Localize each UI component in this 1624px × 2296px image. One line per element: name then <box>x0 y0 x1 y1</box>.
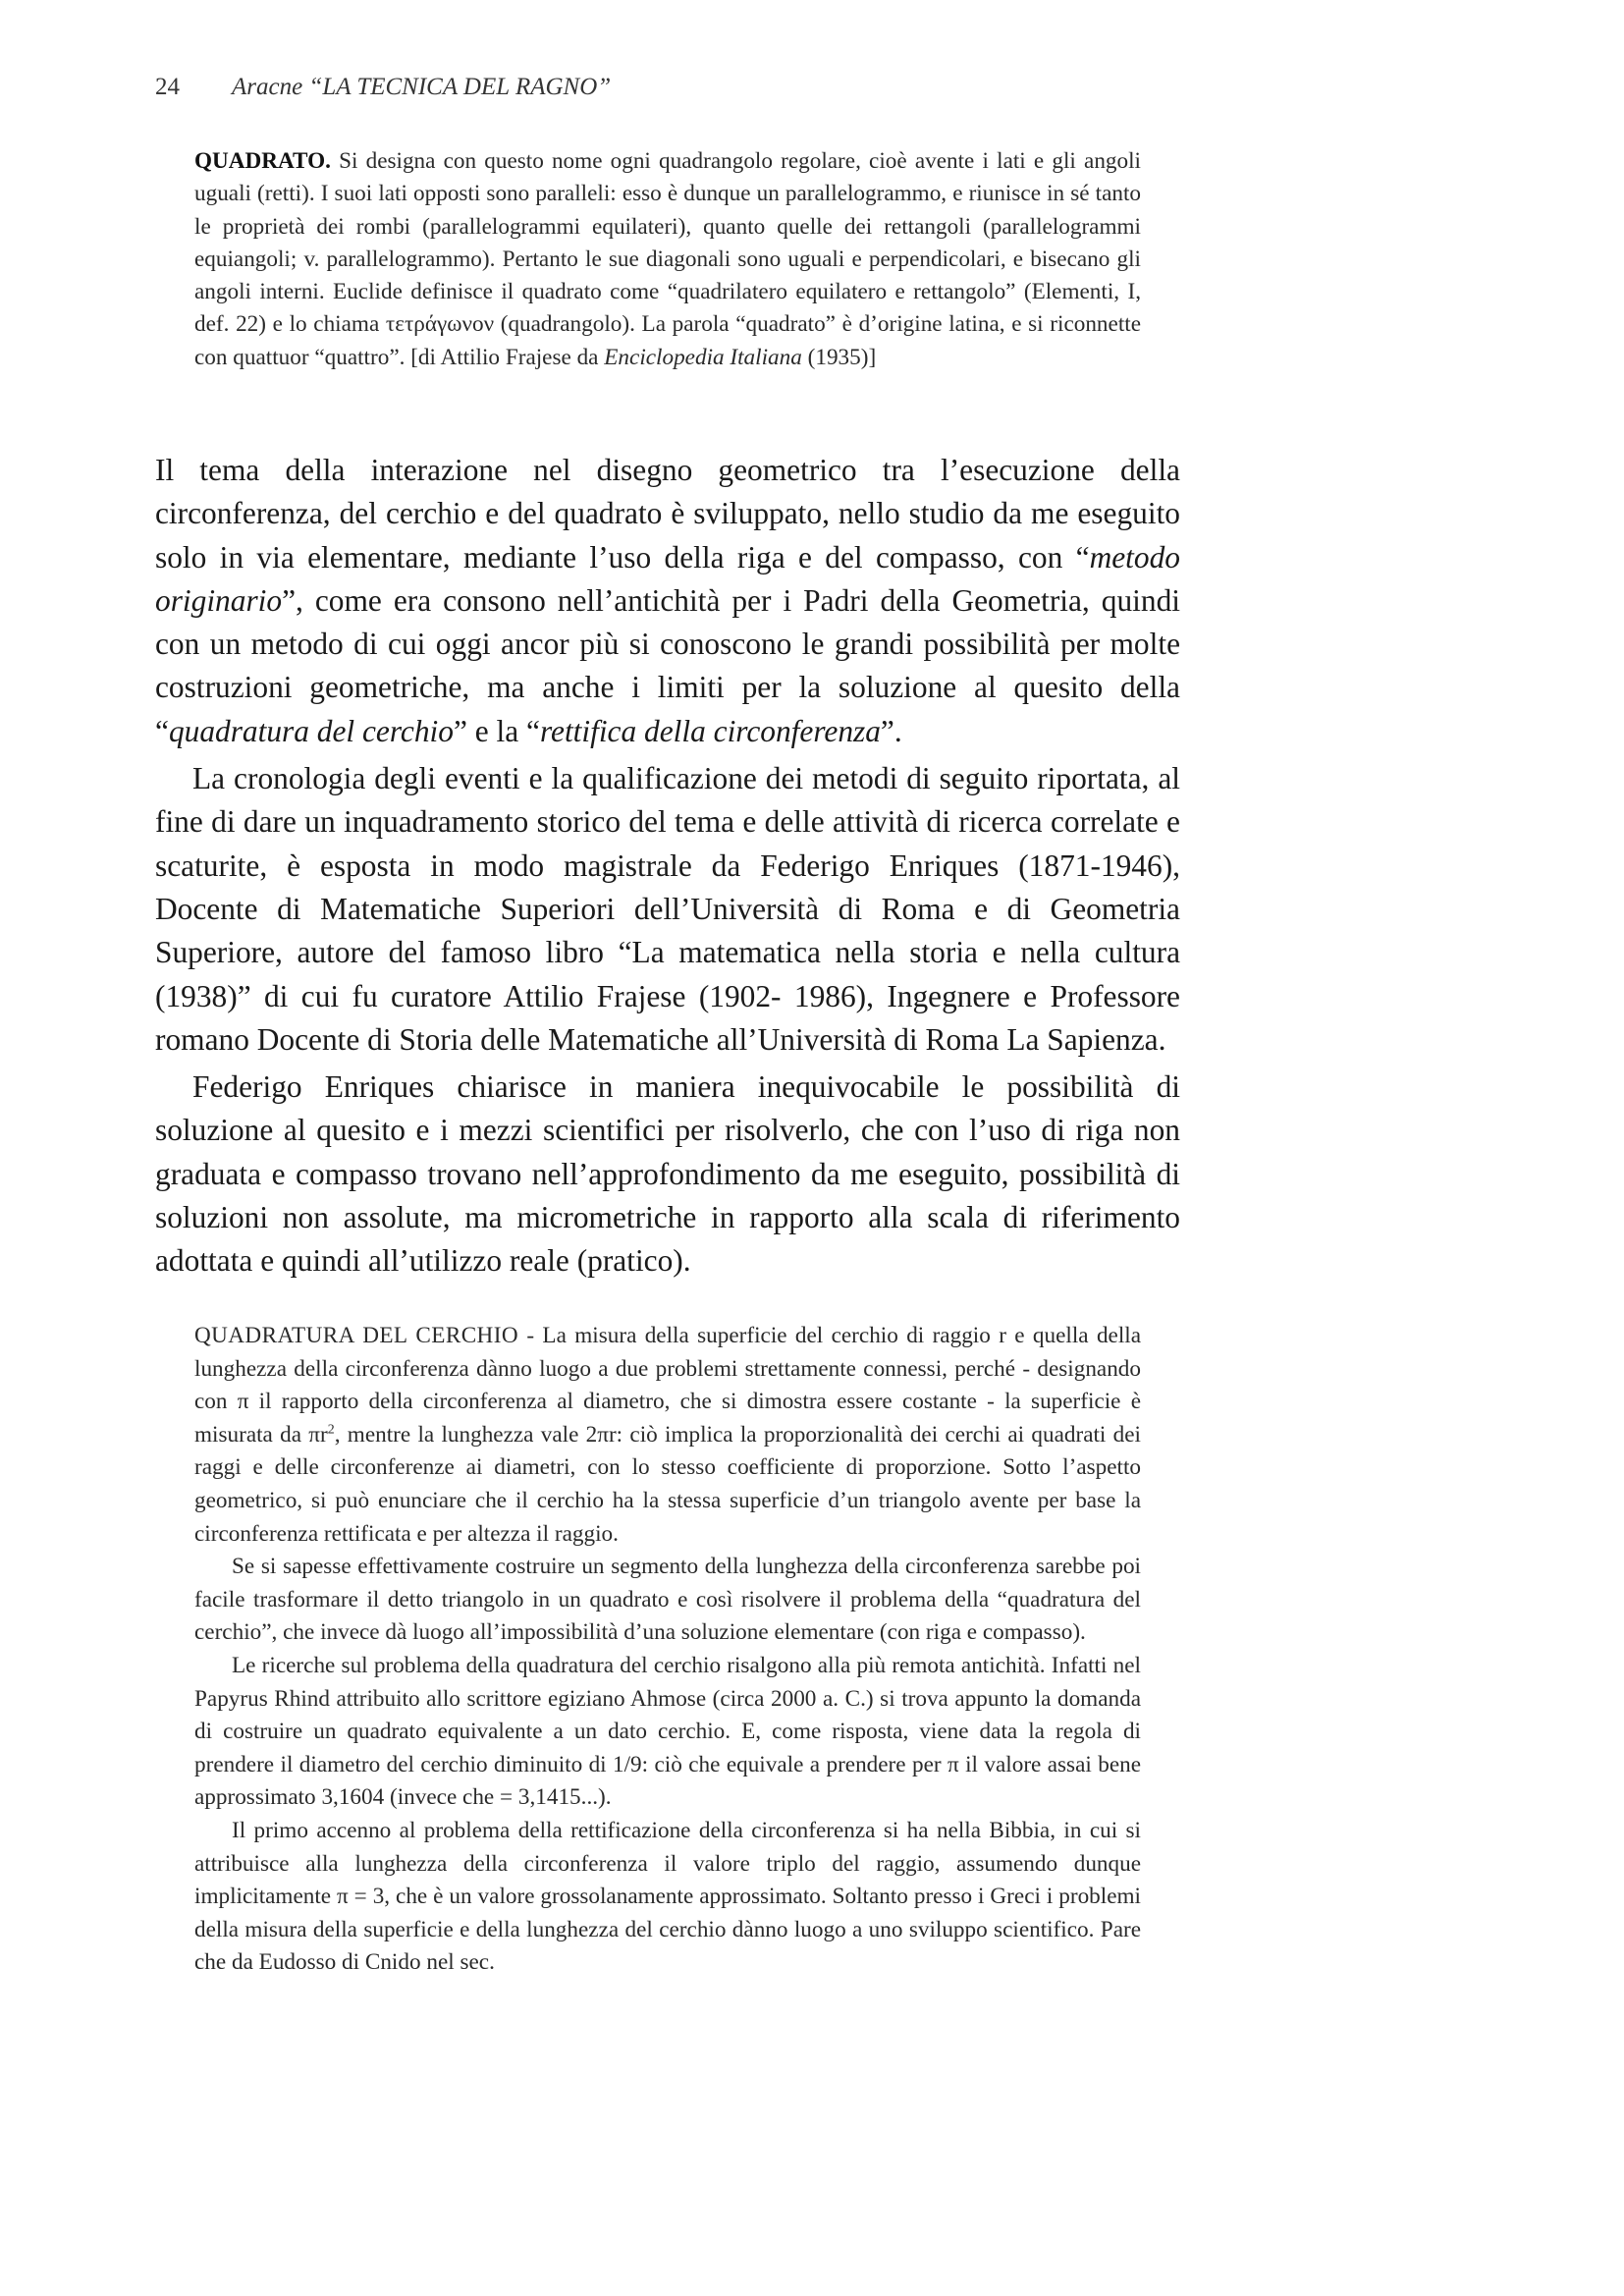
body-p1-em-metodo: metodo originario <box>155 539 1180 618</box>
quote-quadrato-paragraph <box>194 145 1141 374</box>
quote-quadratura <box>194 1320 1141 1980</box>
body-paragraph-2: La cronologia degli eventi e la qualificazione dei metodi di seguito riportata, al fine di dare un inquadramento storico del tema e delle attività di ricerca correlate e scaturite, è esposta in modo magistrale da Federigo Enriques (1871-1946), Docente di Matematiche Superiori dell’Università di Roma e di Geometria Superiore, autore del famoso libro “La matematica nella storia e nella cultura (1938)” di cui fu curatore Attilio Frajese (1902- 1986), Ingegnere e Professore romano Docente di Storia delle Matematiche all’Università di Roma La Sapienza. <box>155 761 1180 1057</box>
quote-quadratura-p1-a: - La misura della superficie del cerchio di raggio r e quella della lunghezza della circonferenza dànno luogo a due problemi strettamente connessi, perché - designando con π il rapporto della circonferenza al diametro, che si dimostra essere costante - la superficie è misurata da πr <box>194 1323 1142 1448</box>
running-title: Aracne “LA TECNICA DEL RAGNO” <box>232 74 612 100</box>
body-p1-a: Il tema della interazione nel disegno geometrico tra l’esecuzione della circonferenza, del cerchio e del quadrato è sviluppato, nello studio da me eseguito solo in via elementare, mediante l’uso della riga e del compasso, con “ <box>155 453 1180 574</box>
body-p1-b: ”, come era consono nell’antichità per i Padri della Geometria, quindi con un metodo di cui oggi ancor più si conoscono le grandi possibilità per molte costruzioni geometriche, ma anche i limiti per la soluzione al quesito della “ <box>155 582 1180 748</box>
term-quadratura: QUADRATURA DEL CERCHIO <box>194 1323 518 1348</box>
body-paragraph-3: Federigo Enriques chiarisce in maniera inequivocabile le possibilità di soluzione al quesito e i mezzi scientifici per risolverlo, che con l’uso di riga non graduata e compasso trovano nell’approfondimento da me eseguito, possibilità di soluzioni non assolute, ma micrometriche in rapporto alla scala di riferimento adottata e quindi all’utilizzo reale (pratico). <box>155 1069 1180 1279</box>
body-p1-em-quadratura: quadratura del cerchio <box>168 713 454 748</box>
quote-quadratura-paragraph-2: Se si sapesse effettivamente costruire un segmento della lunghezza della circonferenza sarebbe poi facile trasformare il detto triangolo in un quadrato e così risolvere il problema della “quadratura del cerchio”, che invece dà luogo all’impossibilità d’una soluzione elementare (con riga e compasso). <box>194 1554 1141 1646</box>
quote-quadratura-paragraph-3: Le ricerche sul problema della quadratura del cerchio risalgono alla più remota antichità. Infatti nel Papyrus Rhind attribuito allo scrittore egiziano Ahmose (circa 2000 a. C.) si trova appunto la domanda di costruire un quadrato equivalente a un dato cerchio. E, come risposta, viene data la regola di prendere il diametro del cerchio diminuito di 1/9: ciò che equivale a prendere per π il valore assai bene approssimato 3,1604 (invece che = 3,1415...). <box>194 1652 1141 1811</box>
body-p1-em-rettifica: rettifica della circonferenza <box>539 713 881 748</box>
quote-quadrato-text-2: (1935)] <box>801 344 877 370</box>
main-body-text <box>155 449 1180 1284</box>
body-paragraph-1 <box>155 449 1180 753</box>
source-title: Enciclopedia Italiana <box>604 344 802 370</box>
term-quadrato: QUADRATO. <box>194 148 331 174</box>
body-p1-d: ”. <box>880 713 902 748</box>
body-p1-c: ” e la “ <box>453 713 540 748</box>
page-number: 24 <box>155 74 180 100</box>
quote-quadratura-paragraph-4: Il primo accenno al problema della rettificazione della circonferenza si ha nella Bibbia, in cui si attribuisce alla lunghezza della circonferenza il valore triplo del raggio, assumendo dunque implicitamente π = 3, che è un valore grossolanamente approssimato. Soltanto presso i Greci i problemi della misura della superficie e della lunghezza del cerchio dànno luogo a uno sviluppo scientifico. Pare che da Eudosso di Cnido nel sec. <box>194 1817 1141 1976</box>
superscript-2: 2 <box>327 1422 335 1438</box>
quote-quadrato-text-1: Si designa con questo nome ogni quadrangolo regolare, cioè avente i lati e gli angoli uguali (retti). I suoi lati opposti sono paralleli: esso è dunque un parallelogrammo, e riunisce in sé tanto le proprietà dei rombi (parallelogrammi equilateri), quanto quelle dei rettangoli (parallelogrammi equiangoli; v. parallelogrammo). Pertanto le sue diagonali sono uguali e perpendicolari, e bisecano gli angoli interni. Euclide definisce il quadrato come “quadrilatero equilatero e rettangolo” (Elementi, I, def. 22) e lo chiama τετράγωνον (quadrangolo). La parola “quadrato” è d’origine latina, e si riconnette con quattuor “quattro”. [di Attilio Frajese da <box>194 148 1141 370</box>
page-header <box>155 73 1186 102</box>
quote-quadrato <box>194 145 1141 374</box>
quote-quadratura-p1-b: , mentre la lunghezza vale 2πr: ciò implica la proporzionalità dei cerchi ai quadrati dei raggi e delle circonferenze ai diametri, con lo stesso coefficiente di proporzione. Sotto l’aspetto geometrico, si può enunciare che il cerchio ha la stessa superficie d’un triangolo avente per base la circonferenza rettificata e per altezza il raggio. <box>194 1421 1141 1547</box>
quote-quadratura-paragraph-1 <box>194 1320 1141 1551</box>
